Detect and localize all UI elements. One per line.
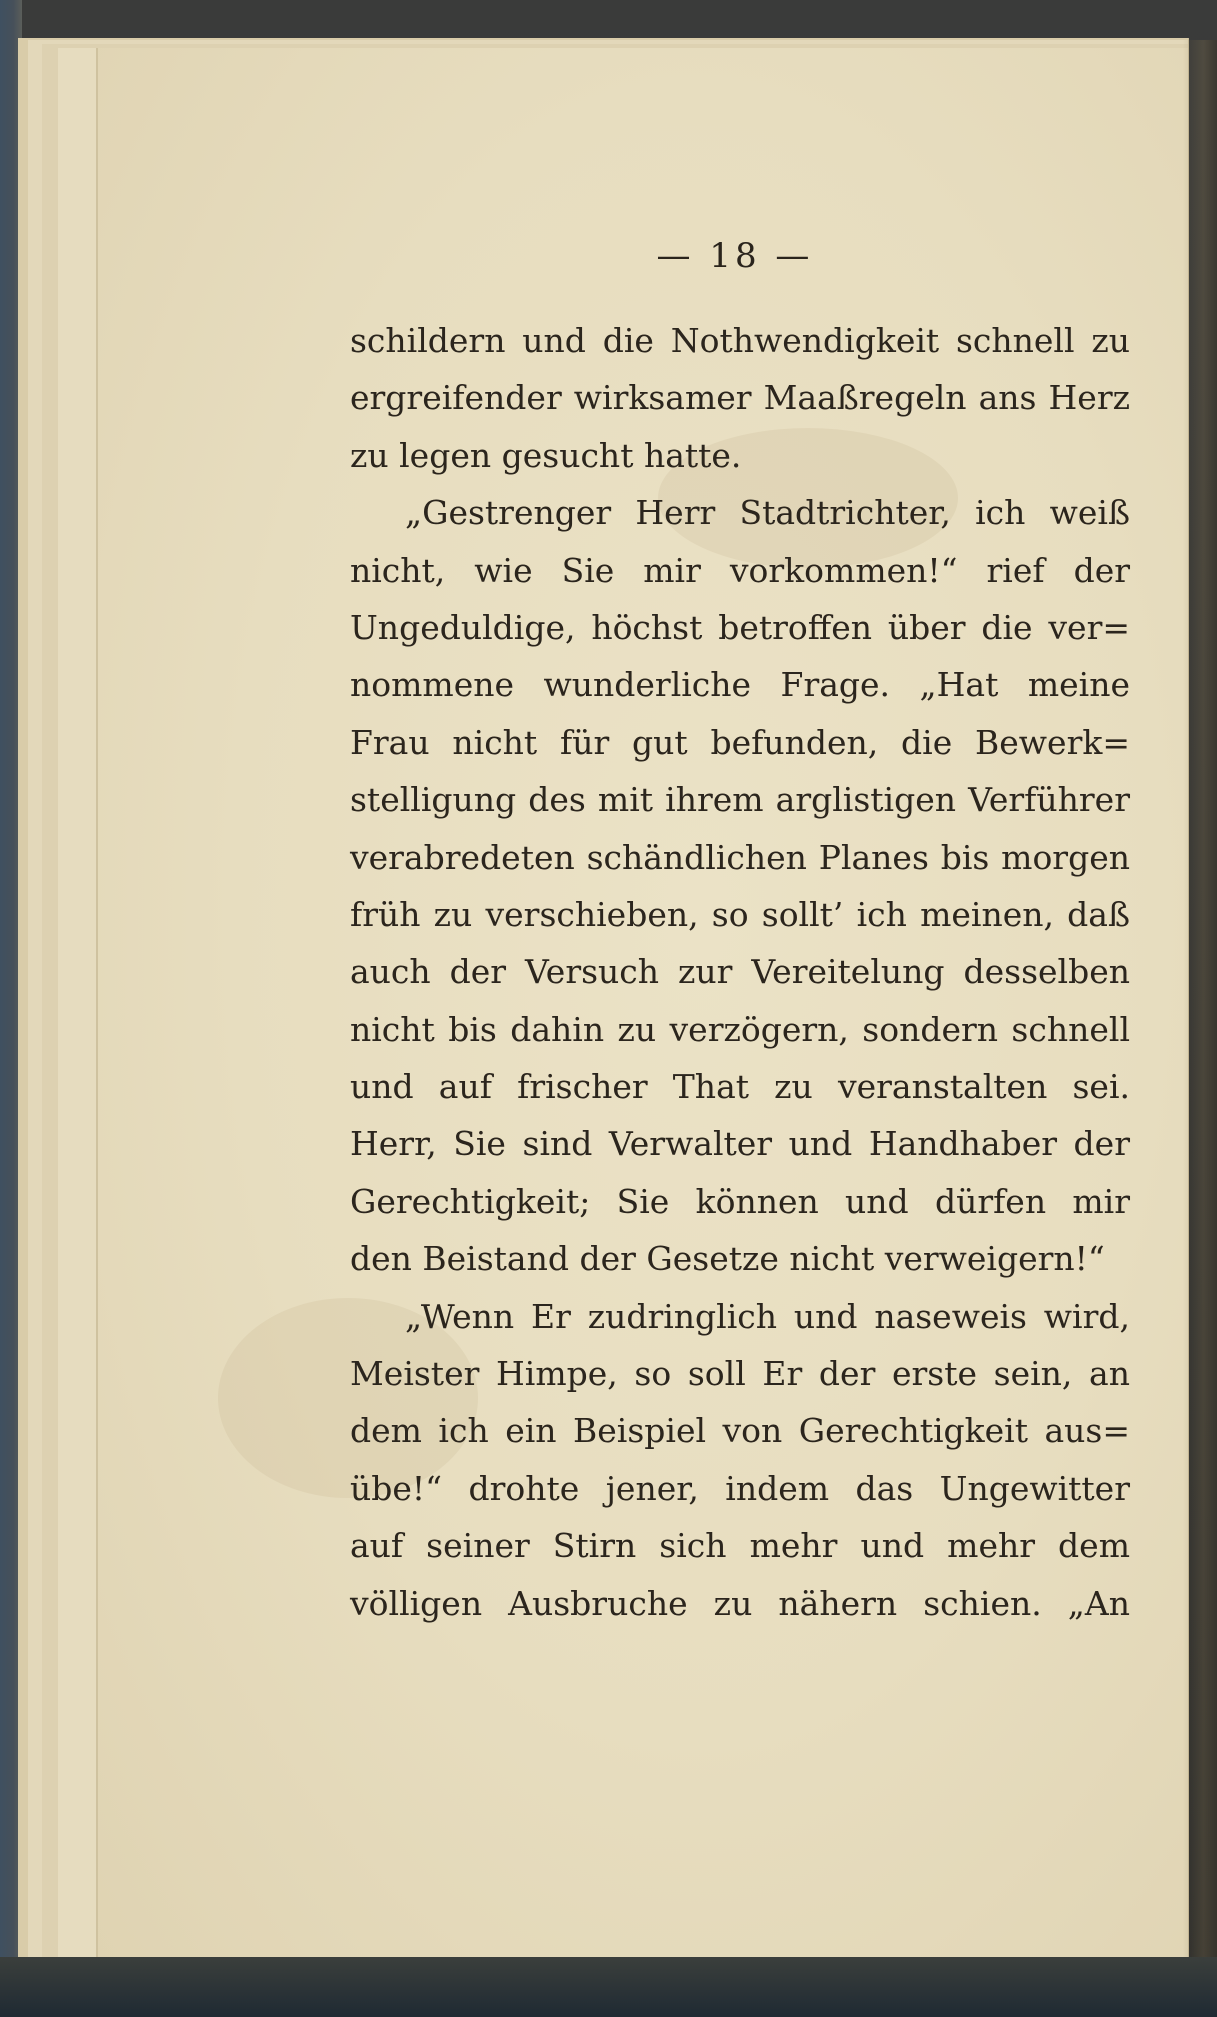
text-line: zu legen gesucht hatte. (350, 435, 742, 475)
text-line: Herr, Sie sind Verwalter und Handhaber der (350, 1124, 1130, 1164)
text-line: schildern und die Nothwendigkeit schnell zu (350, 321, 1130, 360)
text-line: Gerechtigkeit; Sie können und dürfen mir (350, 1181, 1130, 1221)
text-line: verabredeten schändlichen Planes bis morgen (350, 837, 1130, 877)
page-gutter-shadow (1183, 40, 1217, 1985)
text-line: stelligung des mit ihrem arglistigen Verführer (350, 780, 1130, 820)
book-cover-bottom (0, 1957, 1217, 2017)
text-line: und auf frischer That zu veranstalten sei. (350, 1067, 1130, 1107)
text-line: nicht, wie Sie mir vorkommen!“ rief der (350, 550, 1130, 590)
text-line: auf seiner Stirn sich mehr und mehr dem (350, 1526, 1130, 1566)
text-line: übe!“ drohte jener, indem das Ungewitter (350, 1468, 1130, 1508)
text-line: ergreifender wirksamer Maaßregeln ans Herz (350, 378, 1130, 418)
text-line: dem ich ein Beispiel von Gerechtigkeit aus= (350, 1411, 1130, 1451)
body-text (350, 312, 1130, 1632)
text-line: „Gestrenger Herr Stadtrichter, ich weiß (405, 493, 1130, 533)
text-line: den Beistand der Gesetze nicht verweigern!“ (350, 1239, 1105, 1279)
text-line: „Wenn Er zudringlich und naseweis wird, (405, 1296, 1130, 1336)
text-line: früh zu verschieben, so sollt’ ich meinen, daß (350, 894, 1130, 934)
text-line: auch der Versuch zur Vereitelung desselben (350, 952, 1130, 992)
text-line: nommene wunderliche Frage. „Hat meine (350, 665, 1130, 705)
text-line: Frau nicht für gut befunden, die Bewerk= (350, 722, 1130, 762)
text-line: Meister Himpe, so soll Er der erste sein, an (350, 1354, 1130, 1394)
page-number: — 18 — (656, 236, 814, 276)
text-line: nicht bis dahin zu verzögern, sondern schnell (350, 1009, 1130, 1049)
text-line: Ungeduldige, höchst betroffen über die ver= (350, 607, 1130, 647)
text-line: völligen Ausbruche zu nähern schien. „An (350, 1583, 1130, 1623)
